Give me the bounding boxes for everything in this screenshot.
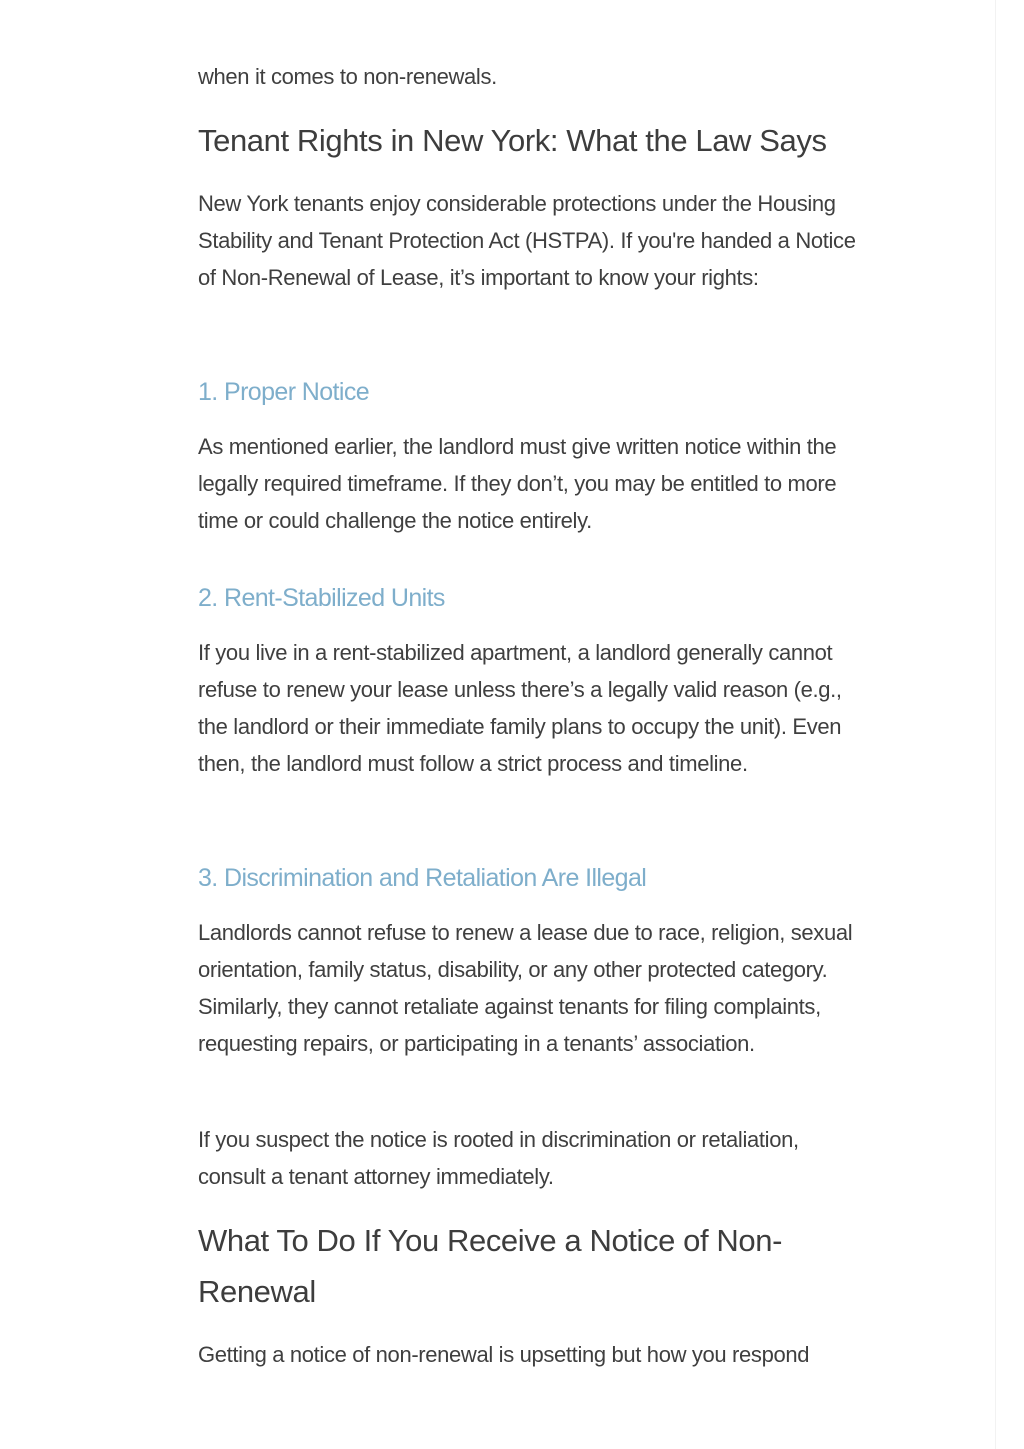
what-to-do-heading: What To Do If You Receive a Notice of Non-Renewal: [198, 1223, 783, 1309]
rent-stabilized-paragraph: If you live in a rent-stabilized apartment, a landlord generally cannot refuse to renew your lease unless there’s a legally valid reason (e.g., the landlord or their immediate family plans to occupy the unit). Even then, the landlord must follow a strict process and timeline.: [198, 640, 842, 776]
lead-fragment-paragraph: when it comes to non-renewals.: [198, 64, 497, 89]
rent-stabilized-heading: 2. Rent-Stabilized Units: [198, 584, 445, 612]
proper-notice-paragraph: As mentioned earlier, the landlord must give written notice within the legally required timeframe. If they don’t, you may be entitled to more time or could challenge the notice entirely.: [198, 434, 837, 533]
discrimination-retaliation-heading: 3. Discrimination and Retaliation Are Illegal: [198, 864, 647, 892]
consult-attorney-paragraph: If you suspect the notice is rooted in discrimination or retaliation, consult a tenant attorney immediately.: [198, 1127, 799, 1189]
tenant-rights-heading: Tenant Rights in New York: What the Law Says: [198, 123, 827, 158]
tenant-rights-intro-paragraph: New York tenants enjoy considerable protections under the Housing Stability and Tenant Protection Act (HSTPA). If you're handed a Notice of Non-Renewal of Lease, it’s important to know your rights:: [198, 191, 856, 290]
discrimination-retaliation-paragraph: Landlords cannot refuse to renew a lease due to race, religion, sexual orientation, family status, disability, or any other protected category. Similarly, they cannot retaliate against tenants for filing complaints, requesting repairs, or participating in a tenants’ association.: [198, 920, 853, 1056]
proper-notice-heading: 1. Proper Notice: [198, 378, 370, 406]
page-edge-divider: [995, 0, 996, 1449]
what-to-do-intro-paragraph: Getting a notice of non-renewal is upsetting but how you respond: [198, 1342, 810, 1367]
